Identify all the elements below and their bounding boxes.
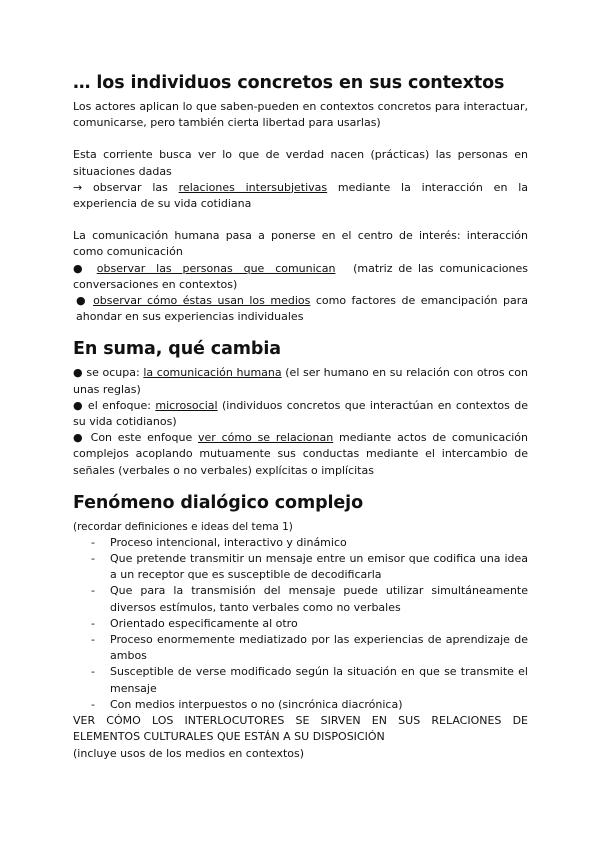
- bullet-tail: como factores de emancipación para ahondar en sus experiencias individuales: [76, 294, 528, 324]
- bullet-icon: ●: [76, 294, 88, 308]
- item-label: ● el enfoque:: [73, 398, 156, 412]
- list-item-text: Proceso enormemente mediatizado por las experiencias de aprendizaje de ambos: [110, 633, 528, 663]
- note-recordar: (recordar definiciones e ideas del tema 1): [73, 520, 293, 533]
- item-con-este-enfoque: [73, 430, 528, 479]
- list-item: [73, 632, 528, 664]
- bullet-observar-medios: [73, 293, 528, 325]
- section-heading-contextos: … los individuos concretos en sus contextos: [73, 73, 505, 93]
- dash-icon: -: [91, 552, 95, 566]
- item-tail: (individuos concretos que interactúan en contextos de su vida cotidianos): [73, 398, 529, 429]
- dash-icon: -: [91, 697, 95, 711]
- underlined-observar-personas: observar las personas que comunican: [96, 261, 336, 275]
- dash-icon: -: [91, 665, 95, 679]
- dash-icon: -: [91, 616, 95, 630]
- underlined-comunicacion-humana: la comunicación humana: [143, 366, 282, 380]
- item-label: ● se ocupa:: [73, 366, 144, 380]
- caps-statement: VER CÓMO LOS INTERLOCUTORES SE SIRVEN EN SUS RELACIONES DE ELEMENTOS CULTURALES QUE ESTÁN A SU DISPOSICIÓN: [73, 714, 528, 744]
- underlined-microsocial: microsocial: [155, 398, 218, 412]
- paragraph-tail: mediante la interacción en la experiencia de su vida cotidiana: [73, 180, 529, 211]
- list-item: [73, 583, 528, 615]
- list-item-text: Que para la transmisión del mensaje puede utilizar simultáneamente diversos estímulos, tanto verbales como no verbales: [110, 584, 528, 614]
- list-item: [73, 697, 528, 713]
- bullet-observar-personas: [73, 261, 528, 293]
- section-heading-en-suma: En suma, qué cambia: [73, 339, 281, 360]
- list-item-text: Con medios interpuestos o no (sincrónica diacrónica): [110, 697, 403, 711]
- dash-icon: -: [91, 535, 95, 549]
- item-label: ● Con este enfoque: [73, 431, 198, 445]
- list-item: [73, 616, 528, 632]
- list-item: [73, 664, 528, 696]
- arrow-text: → observar las: [73, 180, 179, 194]
- list-item: [73, 551, 528, 583]
- item-enfoque: [73, 398, 528, 430]
- item-tail: (el ser humano en su relación con otros con unas reglas): [73, 366, 528, 396]
- document-page: [73, 70, 528, 762]
- list-item-text: Proceso intencional, interactivo y dinámico: [110, 535, 347, 549]
- dash-list: [73, 535, 528, 713]
- paragraph-observar-relaciones: [73, 180, 528, 212]
- paragraph-corriente: Esta corriente busca ver lo que de verdad nacen (prácticas) las personas en situaciones dadas: [73, 148, 528, 178]
- paragraph-comunicacion-humana: La comunicación humana pasa a ponerse en el centro de interés: interacción como comunicación: [73, 229, 528, 259]
- item-se-ocupa: [73, 365, 528, 397]
- bullet-tail: (matriz de las comunicaciones conversaciones en contextos): [73, 261, 528, 291]
- section-heading-fenomeno: Fenómeno dialógico complejo: [73, 492, 363, 513]
- item-tail: mediante actos de comunicación complejos acoplando mutuamente sus conductas mediante el intercambio de señales (verbales o no verbales) explícitas o implícitas: [73, 431, 529, 477]
- underlined-observar-medios: observar cómo éstas usan los medios: [93, 294, 311, 308]
- bullet-icon: ●: [73, 261, 85, 275]
- dash-icon: -: [91, 633, 95, 647]
- underlined-ver-relacionan: ver cómo se relacionan: [198, 431, 334, 445]
- list-item-text: Orientado especificamente al otro: [110, 616, 298, 630]
- list-item-text: Susceptible de verse modificado según la situación en que se transmite el mensaje: [110, 665, 528, 695]
- closing-note: (incluye usos de los medios en contextos): [73, 746, 305, 760]
- dash-icon: -: [91, 584, 95, 598]
- list-item-text: Que pretende transmitir un mensaje entre un emisor que codifica una idea a un receptor que es susceptible de decodificarla: [110, 552, 528, 582]
- underlined-relaciones: relaciones intersubjetivas: [178, 180, 328, 194]
- paragraph-actores: Los actores aplican lo que saben-pueden en contextos concretos para interactuar, comunicarse, pero también cierta libertad para usarlas): [73, 100, 528, 130]
- list-item: [73, 535, 528, 551]
